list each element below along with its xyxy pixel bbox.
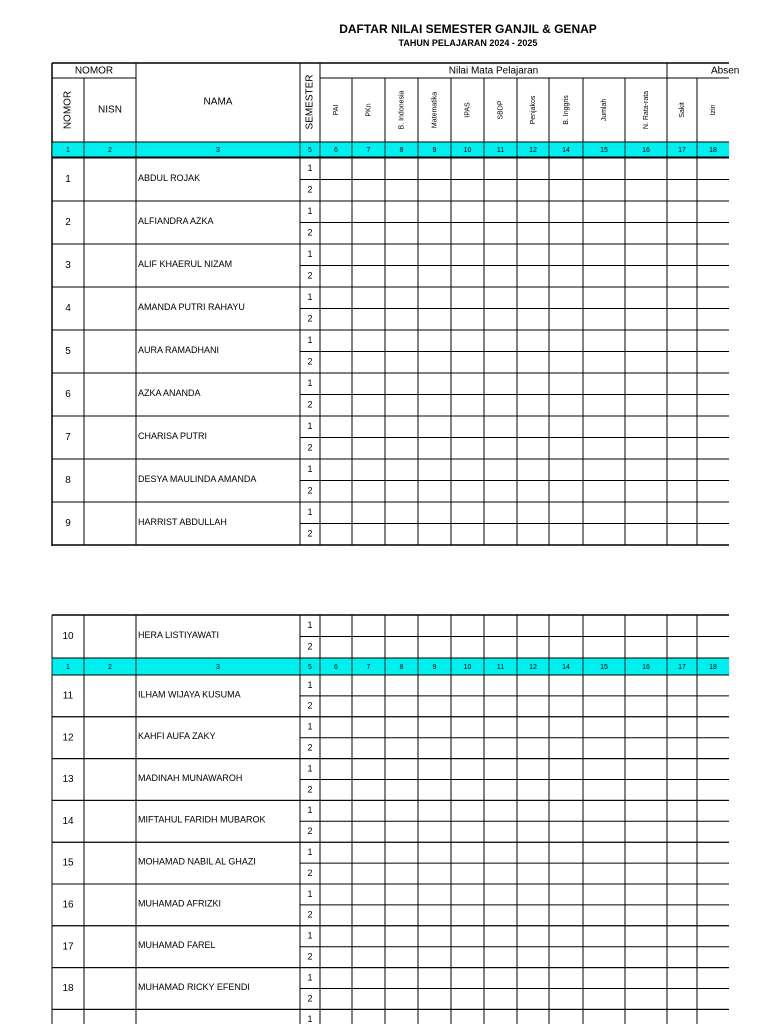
index-cell: 7: [366, 146, 371, 154]
student-name: HERA LISTIYAWATI: [138, 629, 220, 640]
document-subtitle: TAHUN PELAJARAN 2024 - 2025: [398, 38, 538, 48]
semester-2: 2: [307, 700, 313, 711]
student-number: 9: [65, 518, 71, 530]
index-row: [52, 142, 729, 157]
semester-1: 1: [307, 378, 313, 389]
student-name: MOHAMAD NABIL AL GHAZI: [138, 856, 256, 867]
student-name: MUHAMAD AFRIZKI: [138, 898, 222, 909]
student-name: ILHAM WIJAYA KUSUMA: [138, 689, 241, 700]
index-cell: 6: [334, 663, 338, 671]
student-name: ABDUL ROJAK: [138, 172, 201, 183]
semester-1: 1: [307, 620, 313, 631]
index-cell: 14: [562, 663, 570, 671]
semester-2: 2: [307, 909, 313, 920]
semester-2: 2: [307, 826, 313, 837]
student-name: AMANDA PUTRI RAHAYU: [138, 301, 245, 312]
header-subject: IPAS: [464, 102, 472, 118]
student-name: MUHAMAD FAREL: [138, 940, 216, 951]
header-subject: N. Rata-rata: [642, 90, 650, 130]
index-cell: 17: [678, 146, 686, 154]
index-cell: 12: [529, 146, 537, 154]
semester-1: 1: [307, 930, 313, 941]
student-name: AURA RAMADHANI: [138, 344, 220, 355]
student-number: 2: [65, 217, 71, 229]
semester-2: 2: [307, 641, 313, 652]
semester-1: 1: [307, 421, 313, 432]
student-number: 17: [62, 941, 74, 953]
semester-2: 2: [307, 951, 313, 962]
header-subject: Jumlah: [600, 98, 608, 122]
header-subject: SBDP: [497, 100, 505, 120]
index-cell: 3: [216, 146, 220, 154]
index-cell: 1: [66, 663, 70, 671]
index-row: [52, 658, 729, 675]
semester-1: 1: [307, 163, 313, 174]
student-number: 16: [62, 899, 74, 911]
header-semester: SEMESTER: [304, 74, 316, 130]
semester-2: 2: [307, 184, 313, 195]
semester-1: 1: [307, 763, 313, 774]
student-name: KAHFI AUFA ZAKY: [138, 731, 216, 742]
header-nomor: NOMOR: [74, 65, 114, 77]
header-absen: Izin: [709, 104, 717, 116]
index-cell: 16: [642, 663, 650, 671]
header-subject: PAI: [332, 104, 340, 116]
header-absen: Sakit: [678, 102, 686, 118]
student-number: 12: [62, 732, 74, 744]
index-cell: 18: [709, 663, 717, 671]
student-number: 7: [65, 432, 71, 444]
header-nama: NAMA: [203, 96, 233, 108]
index-cell: 12: [529, 663, 537, 671]
index-cell: 8: [399, 146, 404, 154]
semester-1: 1: [307, 249, 313, 260]
semester-2: 2: [307, 227, 313, 238]
semester-2: 2: [307, 485, 313, 496]
semester-2: 2: [307, 528, 313, 539]
index-cell: 10: [463, 146, 472, 154]
index-cell: 6: [334, 146, 338, 154]
student-name: DESYA MAULINDA AMANDA: [138, 473, 257, 484]
index-cell: 14: [562, 146, 570, 154]
index-cell: 8: [399, 663, 404, 671]
student-number: 11: [62, 690, 74, 702]
student-number: 14: [62, 815, 74, 827]
semester-2: 2: [307, 993, 313, 1004]
student-number: 1: [65, 174, 71, 186]
semester-2: 2: [307, 399, 313, 410]
index-cell: 15: [600, 146, 608, 154]
student-name: MUHAMAD RICKY EFENDI: [138, 981, 250, 992]
semester-2: 2: [307, 867, 313, 878]
semester-2: 2: [307, 313, 313, 324]
index-cell: 17: [678, 663, 686, 671]
index-cell: 15: [600, 663, 608, 671]
semester-1: 1: [307, 972, 313, 983]
student-name: MADINAH MUNAWAROH: [138, 772, 243, 783]
index-cell: 2: [108, 146, 112, 154]
student-number: 10: [62, 631, 74, 643]
student-name: ALIF KHAERUL NIZAM: [138, 258, 233, 269]
semester-1: 1: [307, 721, 313, 732]
student-number: 18: [62, 983, 74, 995]
student-name: ALFIANDRA AZKA: [138, 215, 214, 226]
index-cell: 2: [108, 663, 112, 671]
index-cell: 5: [308, 663, 312, 671]
student-number: 8: [65, 475, 71, 487]
header-subject: B. Inggris: [562, 95, 570, 125]
semester-2: 2: [307, 442, 313, 453]
header-absen-group: Absen: [711, 65, 740, 77]
header-nisn: NISN: [98, 104, 122, 116]
student-number: 13: [62, 774, 74, 786]
semester-1: 1: [307, 292, 313, 303]
semester-1: 1: [307, 805, 313, 816]
index-cell: 9: [432, 146, 437, 154]
student-number: 3: [65, 260, 71, 272]
index-cell: 10: [463, 663, 472, 671]
student-number: 15: [62, 857, 74, 869]
document-title: DAFTAR NILAI SEMESTER GANJIL & GENAP: [339, 22, 597, 36]
semester-1: 1: [307, 464, 313, 475]
semester-1: 1: [307, 335, 313, 346]
student-number: 4: [65, 303, 71, 315]
header-nilai-group: Nilai Mata Pelajaran: [448, 65, 539, 77]
semester-1: 1: [307, 206, 313, 217]
student-name: CHARISA PUTRI: [138, 430, 208, 441]
student-name: MIFTAHUL FARIDH MUBAROK: [138, 814, 266, 825]
index-cell: 18: [709, 146, 717, 154]
semester-1: 1: [307, 1014, 313, 1024]
semester-2: 2: [307, 742, 313, 753]
index-cell: 16: [642, 146, 650, 154]
header-nomor-vertical: NOMOR: [62, 90, 74, 130]
index-cell: 11: [496, 146, 505, 154]
student-number: 5: [65, 346, 71, 358]
semester-2: 2: [307, 784, 313, 795]
student-number: 6: [65, 389, 71, 401]
header-subject: Matematika: [431, 91, 439, 129]
index-cell: 9: [432, 663, 437, 671]
index-cell: 11: [496, 663, 505, 671]
index-cell: 1: [66, 146, 70, 154]
semester-2: 2: [307, 270, 313, 281]
student-name: HARRIST ABDULLAH: [138, 516, 227, 527]
header-subject: B. Indonesia: [398, 90, 406, 130]
index-cell: 7: [366, 663, 371, 671]
header-subject: PKn: [365, 103, 373, 117]
semester-2: 2: [307, 356, 313, 367]
semester-1: 1: [307, 888, 313, 899]
header-subject: Penjakos: [529, 95, 537, 125]
semester-1: 1: [307, 847, 313, 858]
student-name: AZKA ANANDA: [138, 387, 201, 398]
index-cell: 3: [216, 663, 220, 671]
semester-1: 1: [307, 507, 313, 518]
semester-1: 1: [307, 679, 313, 690]
index-cell: 5: [308, 146, 312, 154]
